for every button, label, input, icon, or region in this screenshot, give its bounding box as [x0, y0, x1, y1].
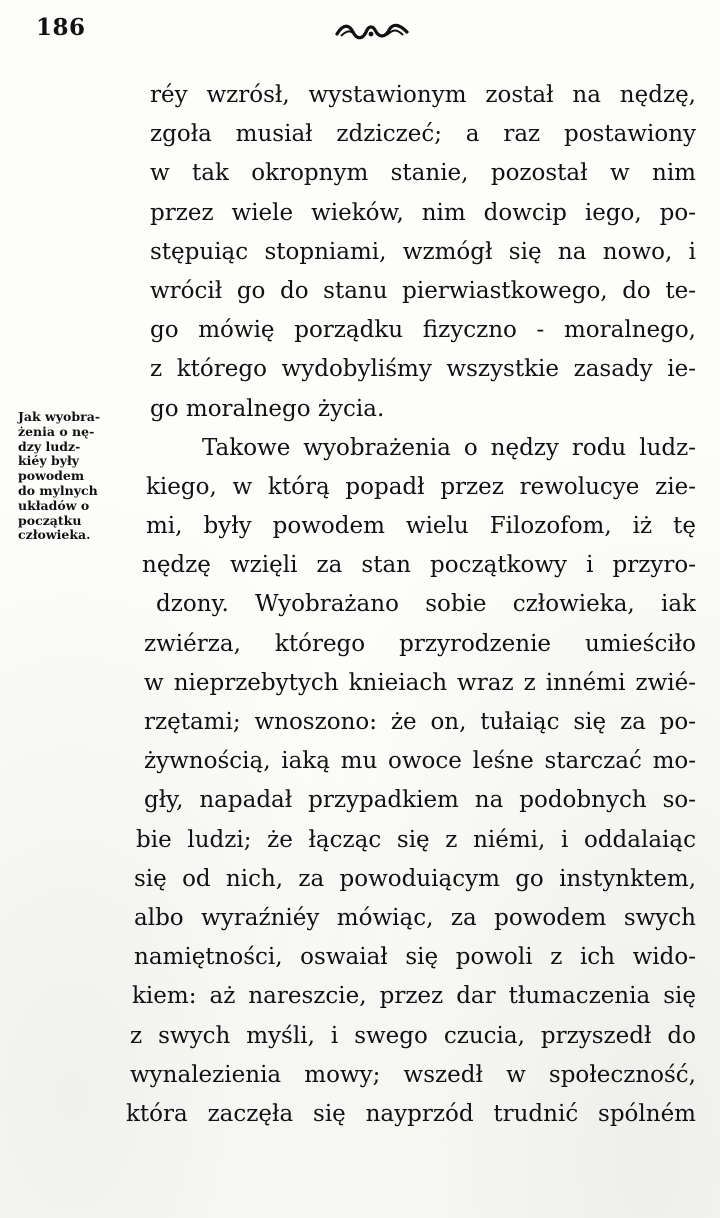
text-line: réy wzrósł, wystawionym został na nędzę,: [150, 82, 696, 108]
text-line: albo wyraźniéy mówiąc, za powodem swych: [134, 904, 696, 931]
text-line: mi, były powodem wielu Filozofom, iż tę: [146, 513, 696, 540]
body-text: [126, 76, 696, 1134]
text-line: która zaczęła się nayprzód trudnić spólném: [126, 1100, 696, 1127]
text-line: gły, napadał przypadkiem na podobnych so-: [144, 787, 696, 814]
text-line: nędzę wzięli za stan początkowy i przyro-: [142, 552, 696, 579]
text-line: z swych myśli, i swego czucia, przyszedł do: [130, 1022, 696, 1049]
margin-note-line: Jak wyobra-: [18, 409, 101, 424]
margin-note-line: żenia o nę-: [18, 423, 95, 439]
text-line: go moralnego życia.: [150, 395, 385, 422]
text-line: w nieprzebytych knieiach wraz z innémi zwié-: [144, 669, 696, 696]
margin-note-line: początku: [18, 512, 82, 528]
margin-note: [18, 410, 142, 543]
text-line: namiętności, oswaiał się powoli z ich wido-: [134, 944, 696, 971]
text-line: stępuiąc stopniami, wzmógł się na nowo, i: [150, 238, 696, 265]
text-line: Takowe wyobrażenia o nędzy rodu ludz-: [202, 434, 696, 461]
text-line: bie ludzi; że łącząc się z niémi, i oddalaiąc: [136, 826, 696, 853]
text-line: rzętami; wnoszono: że on, tułaiąc się za po-: [144, 709, 696, 735]
text-line: wynalezienia mowy; wszedł w społeczność,: [130, 1061, 696, 1088]
text-line: z którego wydobyliśmy wszystkie zasady ie-: [150, 356, 696, 383]
text-line: zwiérza, którego przyrodzenie umieściło: [144, 630, 696, 657]
margin-note-line: dzy ludz-: [18, 438, 81, 454]
text-line: kiego, w którą popadł przez rewolucye zie-: [146, 473, 696, 500]
text-line: kiem: aż nareszcie, przez dar tłumaczenia się: [132, 983, 696, 1010]
margin-note-line: układów o: [18, 497, 90, 513]
text-line: w tak okropnym stanie, pozostał w nim: [150, 160, 696, 187]
page-number: 186: [36, 14, 86, 41]
text-line: dzony. Wyobrażano sobie człowieka, iak: [156, 591, 696, 618]
margin-note-line: do mylnych: [18, 482, 98, 498]
text-line: wrócił go do stanu pierwiastkowego, do te-: [150, 277, 696, 304]
text-line: żywnością, iaką mu owoce leśne starczać mo-: [144, 748, 696, 775]
text-line: zgoła musiał zdziczeć; a raz postawiony: [150, 121, 696, 148]
fleuron-ornament-icon: [335, 20, 409, 42]
text-line: go mówię porządku fizyczno - moralnego,: [150, 317, 696, 344]
text-line: się od nich, za powoduiącym go instynktem,: [134, 865, 696, 892]
margin-note-line: człowieka.: [18, 527, 91, 543]
margin-note-line: kiéy były: [18, 453, 80, 469]
text-line: przez wiele wieków, nim dowcip iego, po-: [150, 199, 696, 226]
margin-note-line: powodem: [18, 468, 85, 484]
